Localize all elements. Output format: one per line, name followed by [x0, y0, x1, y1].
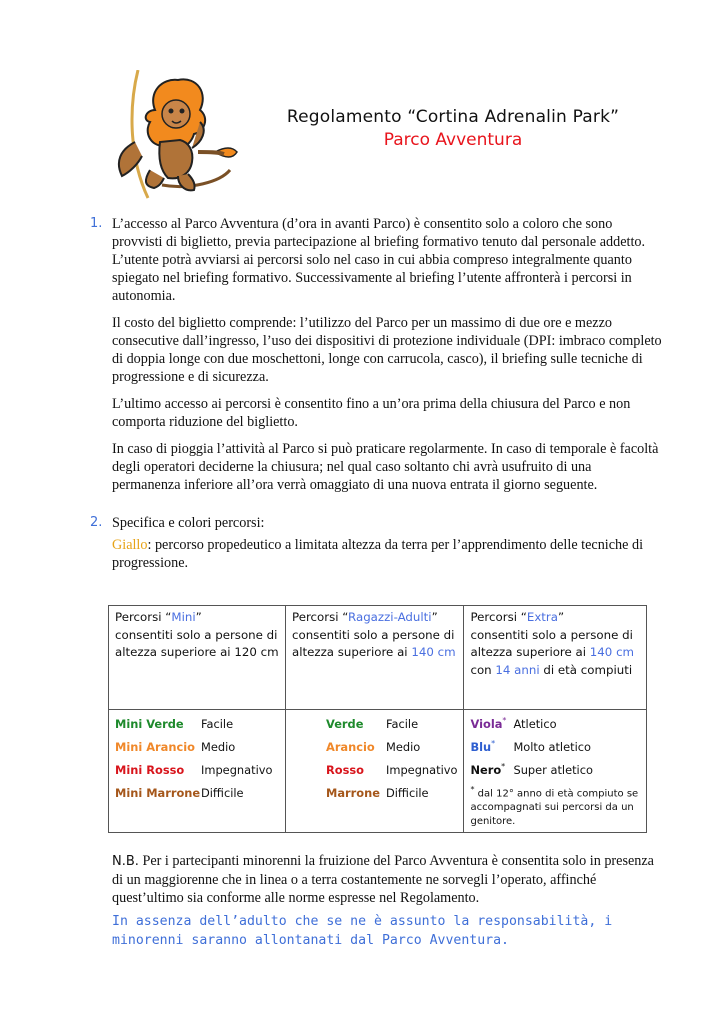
- document-title: [248, 107, 658, 150]
- section-1-paragraph: L’accesso al Parco Avventura (d’ora in avanti Parco) è consentito solo a coloro che sono provvisti di biglietto, previa partecipazione al briefing formativo tenuto dal personale addetto. L’utente potrà avviarsi ai percorsi solo nel caso in cui abbia compreso integralmente quanto spiegato nel briefing formativo. Successivamente al briefing l’utente affronterà i percorsi in autonomia.: [112, 216, 646, 304]
- percorsi-table: [108, 605, 647, 833]
- section-1-number: 1.: [90, 216, 103, 231]
- header-extra-name: Extra: [526, 610, 558, 624]
- nb-text: Per i partecipanti minorenni la fruizione del Parco Avventura è consentita solo in presenza di un maggiorenne che in linea o a terra costantemente ne sorvegli l’operato, affinché quest’ultimo sia conforme alle norme espresse nel Regolamento.: [112, 853, 654, 906]
- lion-mascot-icon: [100, 70, 250, 200]
- route-row: Mini Marrone Difficile: [115, 785, 244, 800]
- section-1: [90, 215, 662, 503]
- section-1-paragraph: Il costo del biglietto comprende: l’utilizzo del Parco per un massimo di due ore e mezzo consecutive dall’ingresso, l’uso dei dispositivi di protezione individuale (DPI: imbraco completo di doppia longe con due moschettoni, longe con carrucola, casco), il briefing sulle tecniche di progressione e di sicurezza.: [112, 315, 662, 385]
- header-extra: Percorsi “Extra” consentiti solo a persone di altezza superiore ai 140 cm con 14 anni di età compiuti: [464, 606, 647, 710]
- section-1-paragraph: L’ultimo accesso ai percorsi è consentito fino a un’ora prima della chiusura del Parco e non comporta riduzione del biglietto.: [112, 396, 631, 430]
- section-1-paragraph: In caso di pioggia l’attività al Parco si può praticare regolarmente. In caso di temporale è facoltà degli operatori deciderne la chiusura; nel qual caso soltanto chi avrà usufruito di una permanenza inferiore all’ora verrà omaggiato di una nuova entrata il giorno seguente.: [112, 441, 659, 493]
- route-row: Arancio Medio: [326, 739, 421, 754]
- giallo-text: : percorso propedeutico a limitata altezza da terra per l’apprendimento delle tecniche di progressione.: [112, 537, 644, 571]
- route-row: Rosso Impegnativo: [326, 762, 458, 777]
- header-ragazzi-adulti: Percorsi “Ragazzi-Adulti” consentiti solo a persone di altezza superiore ai 140 cm: [286, 606, 464, 710]
- giallo-label: Giallo: [112, 537, 148, 553]
- mini-routes-cell: [109, 710, 286, 833]
- route-row: Mini Arancio Medio: [115, 739, 236, 754]
- nb-paragraph: [112, 852, 662, 907]
- minors-warning: In assenza dell’adulto che se ne è assunto la responsabilità, i minorenni saranno allontanati dal Parco Avventura.: [112, 914, 613, 948]
- giallo-description: [112, 536, 662, 572]
- section-2-intro: Specifica e colori percorsi:: [112, 515, 265, 531]
- route-row: Blu* Molto atletico: [470, 739, 591, 754]
- header-ragazzi-name: Ragazzi-Adulti: [348, 610, 432, 624]
- route-row: Mini Verde Facile: [115, 716, 234, 731]
- ragazzi-routes-cell: [286, 710, 464, 833]
- section-2-number: 2.: [90, 515, 103, 530]
- route-row: Viola* Atletico: [470, 716, 557, 731]
- section-2: [90, 514, 662, 576]
- extra-routes-cell: [464, 710, 647, 833]
- route-row: Mini Rosso Impegnativo: [115, 762, 273, 777]
- extra-footnote: * dal 12° anno di età compiuto se accompagnati sui percorsi da un genitore.: [470, 785, 639, 828]
- header-mini-name: Mini: [171, 610, 196, 624]
- route-row: Nero* Super atletico: [470, 762, 593, 777]
- title-line-1: Regolamento “Cortina Adrenalin Park”: [286, 107, 620, 127]
- nb-label: N.B.: [112, 854, 139, 869]
- route-row: Verde Facile: [326, 716, 419, 731]
- route-row: Marrone Difficile: [326, 785, 429, 800]
- title-line-2: Parco Avventura: [383, 130, 523, 150]
- header-mini: Percorsi “Mini” consentiti solo a persone di altezza superiore ai 120 cm: [109, 606, 286, 710]
